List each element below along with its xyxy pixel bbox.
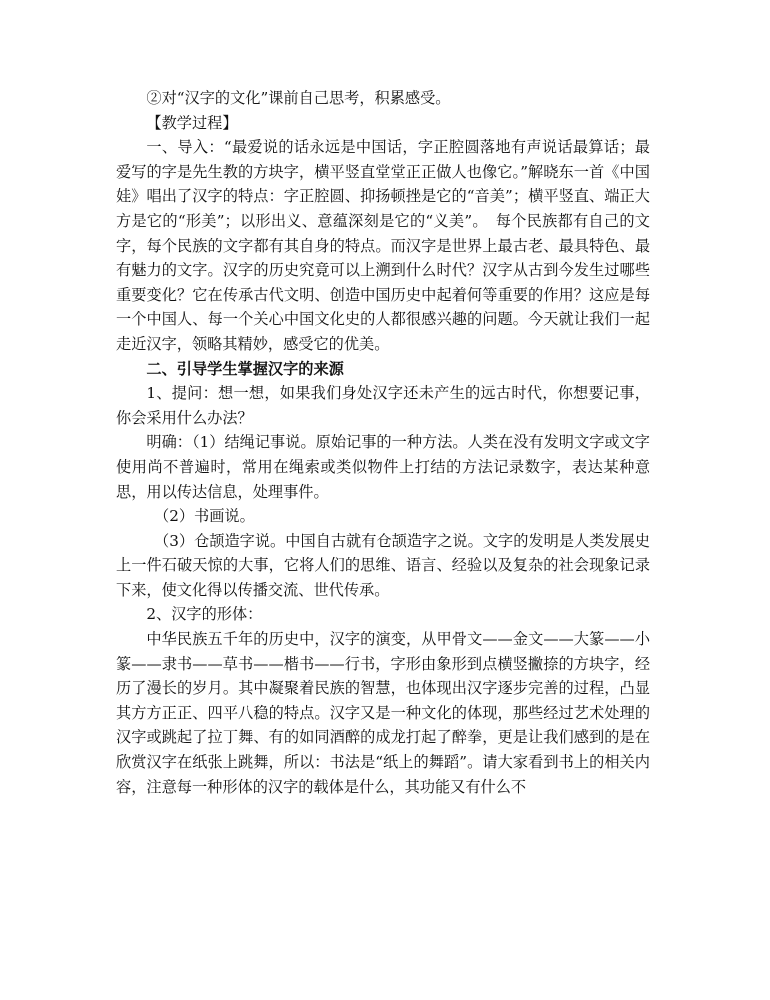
section-two-heading: 二、引导学生掌握汉字的来源 [146, 359, 344, 378]
character-form-heading: 2、汉字的形体： [146, 605, 263, 624]
introduction-paragraph: 一、导入：“最爱说的话永远是中国话，字正腔圆落地有声说话最算话；最爱写的字是先生教的方块字，横平竖直堂堂正正做人也像它。”解晓东一首《中国娃》唱出了汉字的特点：字正腔圆、抑扬顿挫是它的“音美”；横平竖直、端正大方是它的“形美”；以形出义、意蕴深刻是它的“义美”。 每个民族都有自己的文字，每个民族的文字都有其自身的特点。而汉字是世界上最古老、最具特色、最有魅力的文字。汉字的历史究竟可以上溯到什么时代？汉字从古到今发生过哪些重要变化？它在传承古代文明、创造中国历史中起着何等重要的作用？这应是每一个中国人、每一个关心中国文化史的人都很感兴趣的问题。今天就让我们一起走近汉字，领略其精妙，感受它的优美。 [116, 138, 650, 353]
document-body [116, 86, 650, 799]
cangjie-paragraph: （3）仓颉造字说。中国自古就有仓颉造字之说。文字的发明是人类发展史上一件石破天惊的大事，它将人们的思维、语言、经验以及复杂的社会现象记录下来，使文化得以传播交流、世代传承。 [116, 531, 650, 599]
knot-record-paragraph: 明确：（1）结绳记事说。原始记事的一种方法。人类在没有发明文字或文字使用尚不普遍时，常用在绳索或类似物件上打结的方法记录数字，表达某种意思，用以传达信息，处理事件。 [116, 433, 650, 501]
character-evolution-paragraph: 中华民族五千年的历史中，汉字的演变，从甲骨文——金文——大篆——小篆——隶书——草书——楷书——行书，字形由象形到点横竖撇捺的方块字，经历了漫长的岁月。其中凝聚着民族的智慧，也体现出汉字逐步完善的过程，凸显其方方正正、四平八稳的特点。汉字又是一种文化的体现，那些经过艺术处理的汉字或跳起了拉丁舞、有的如同酒醉的成龙打起了醉拳，更是让我们感到的是在欣赏汉字在纸张上跳舞，所以：书法是“纸上的舞蹈”。请大家看到书上的相关内容，注意每一种形体的汉字的载体是什么，其功能又有什么不 [116, 630, 650, 796]
preview-task-paragraph: ②对“汉字的文化”课前自己思考，积累感受。 [146, 89, 451, 107]
drawing-theory-paragraph: （2）书画说。 [154, 507, 255, 526]
teaching-process-heading: 【教学过程】 [146, 113, 238, 132]
question-paragraph: 1、提问：想一想，如果我们身处汉字还未产生的远古时代，你想要记事，你会采用什么办法？ [116, 384, 650, 427]
